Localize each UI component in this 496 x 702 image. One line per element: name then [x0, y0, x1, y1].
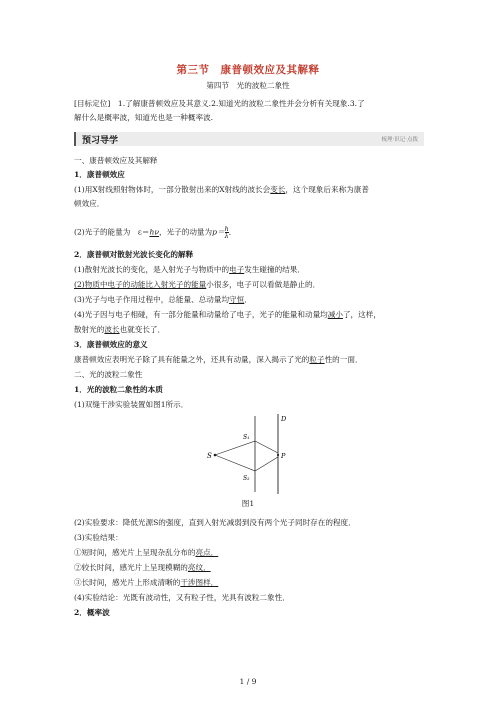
double-slit-diagram [206, 412, 292, 496]
para-1a: (1)用X射线照射物体时，一部分散射出来的X射线的波长会变长，这个现象后来称为康普 [74, 185, 369, 194]
label-s: S [207, 452, 212, 460]
subheading-compton-effect: 1．康普顿效应 [74, 170, 125, 179]
section-subtitle: 第四节 光的波粒二象性 [206, 81, 290, 90]
explain-4b: 散射光的波长也就变长了． [74, 325, 166, 334]
subheading-explanation: 2．康普顿对散射光波长变化的解释 [74, 250, 194, 259]
point-p [277, 454, 279, 456]
result-long: ③长时间，感光片上形成清晰的干涉图样． [74, 578, 219, 587]
section-title: 第三节 康普顿效应及其解释 [176, 64, 320, 76]
fraction-h-over-lambda: $\frac{h}{\lambda}$ [224, 225, 229, 240]
significance-text: 康普顿效应表明光子除了具有能量之外，还具有动量，深入揭示了光的粒子性的一面． [74, 355, 363, 364]
subheading-duality-nature: 1．光的波粒二象性的本质 [74, 385, 163, 394]
label-s2: S₂ [243, 475, 250, 482]
goal-line-2: 解什么是概率波，知道光也是一种概率波. [74, 113, 214, 122]
experiment-results: (3)实验结果： [74, 533, 123, 542]
result-medium: ②较长时间，感光片上呈现模糊的亮纹． [74, 563, 211, 572]
ray-lower [215, 455, 255, 471]
page-number: 1 / 9 [239, 677, 257, 686]
ray-lower-to-screen [255, 457, 278, 471]
heading-compton: 一、康普顿效应及其解释 [74, 156, 158, 165]
goal-label: [目标定位] [74, 99, 111, 108]
explain-4a: (4)光子因与电子相碰，有一部分能量和动量给了电子，光子的能量和动量均减小了，这样， [74, 310, 381, 319]
ray-upper-to-screen [255, 441, 278, 453]
para-1b: 顿效应． [74, 199, 105, 208]
explain-3: (3)光子与电子作用过程中，总能量、总动量均守恒． [74, 295, 252, 304]
experiment-conclusion: (4)实验结论：光既有波动性，又有粒子性，光具有波粒二象性． [74, 593, 290, 602]
banner-label: 预习导学 [82, 136, 119, 146]
label-s1: S₁ [243, 434, 250, 441]
ray-upper [215, 441, 255, 455]
experiment-requirement: (2)实验要求：降低光源S的强度，直到入射光减弱到没有两个光子同时存在的程度． [74, 518, 356, 527]
label-d: D [281, 415, 287, 423]
figure-caption: 图1 [241, 499, 255, 508]
goal-line-1: [目标定位] 1.了解康普顿效应及其意义.2.知道光的波粒二象性并会分析有关现象.3.了 [74, 99, 365, 108]
preview-banner [74, 132, 424, 146]
result-short: ①短时间，感光片上呈现杂乱分布的亮点． [74, 548, 219, 557]
explain-1: (1)散射光波长的变化，是入射光子与物质中的电子发生碰撞的结果． [74, 265, 305, 274]
subheading-probability-wave: 2．概率波 [74, 608, 110, 617]
subheading-significance: 3．康普顿效应的意义 [74, 340, 148, 349]
source-point [214, 454, 217, 457]
label-p: P [281, 452, 286, 460]
explain-2: (2)物质中电子的动能比入射光子的能量小很多，电子可以看做是静止的． [74, 280, 321, 289]
para-2: (2)光子的能量为 ε＝hν，光子的动量为p＝ $\frac{h}{\lambda}$ ． [74, 225, 237, 240]
banner-right-text: 梳理·识记·点拨 [381, 137, 418, 143]
experiment-setup: (1)双缝干涉实验装置如图1所示． [74, 400, 189, 409]
heading-duality: 二、光的波粒二象性 [74, 370, 143, 379]
